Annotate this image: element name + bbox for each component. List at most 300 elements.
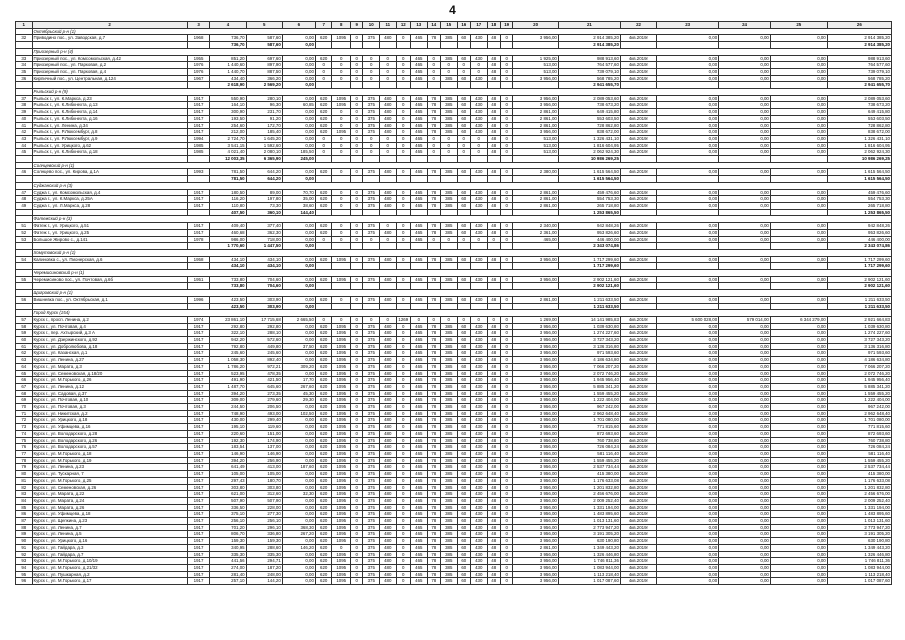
- table-cell: [470, 42, 487, 49]
- table-cell: 48: [487, 55, 500, 62]
- table-cell: 430: [470, 404, 487, 411]
- table-cell: 45: [16, 149, 33, 156]
- table-cell: 0,00: [657, 578, 719, 585]
- table-cell: 1095: [332, 531, 351, 538]
- table-cell: 78: [427, 437, 440, 444]
- table-cell: 0,00: [770, 62, 827, 69]
- table-cell: 375: [363, 330, 380, 337]
- table-cell: [427, 283, 440, 290]
- table-cell: 88: [16, 524, 33, 531]
- table-cell: 0: [457, 135, 470, 142]
- table-cell: [187, 303, 210, 310]
- table-cell: 0: [500, 410, 512, 417]
- table-cell: 0: [500, 135, 512, 142]
- table-cell: [363, 156, 380, 163]
- table-cell: 2 861,00: [513, 115, 559, 122]
- table-cell: 465: [411, 68, 428, 75]
- table-cell: 4кв.2019г: [620, 236, 656, 243]
- table-cell: 430: [470, 189, 487, 196]
- table-cell: 480: [380, 484, 397, 491]
- table-cell: 0: [332, 189, 351, 196]
- table-cell: 0: [396, 437, 410, 444]
- table-cell: 1917: [187, 444, 210, 451]
- table-cell: 146,90: [210, 451, 246, 458]
- table-cell: 377,40: [246, 223, 282, 230]
- table-cell: [427, 263, 440, 270]
- table-row: [16, 531, 892, 538]
- table-cell: 465,00: [513, 236, 559, 243]
- table-cell: 303,80: [246, 484, 282, 491]
- table-cell: 465: [411, 551, 428, 558]
- table-cell: 0: [396, 377, 410, 384]
- table-cell: 1917: [187, 544, 210, 551]
- table-cell: 0: [500, 518, 512, 525]
- table-cell: [770, 303, 827, 310]
- table-cell: Рыльск г., ул. Р.Люксембург, д.8: [32, 129, 187, 136]
- table-cell: 274,00: [210, 564, 246, 571]
- table-cell: 1917: [187, 424, 210, 431]
- table-cell: 620: [315, 457, 332, 464]
- table-cell: 0: [332, 196, 351, 203]
- table-cell: 60: [457, 410, 470, 417]
- table-cell: 430: [470, 430, 487, 437]
- table-cell: 465: [411, 477, 428, 484]
- table-cell: 0: [396, 102, 410, 109]
- table-cell: [657, 243, 719, 250]
- table-cell: [363, 42, 380, 49]
- table-cell: 465: [411, 531, 428, 538]
- table-cell: 78: [427, 491, 440, 498]
- table-cell: 78: [427, 169, 440, 176]
- table-cell: 375: [363, 343, 380, 350]
- table-cell: 0,00: [719, 68, 771, 75]
- table-cell: 292,80: [246, 323, 282, 330]
- table-cell: 0: [457, 62, 470, 69]
- table-cell: 0: [396, 135, 410, 142]
- table-cell: 478,35: [246, 370, 282, 377]
- table-cell: 736,70: [210, 42, 246, 49]
- table-row: [16, 404, 892, 411]
- table-cell: 48: [487, 457, 500, 464]
- table-cell: [411, 209, 428, 216]
- table-cell: 465: [411, 417, 428, 424]
- table-cell: 385: [441, 558, 458, 565]
- table-cell: 1917: [187, 404, 210, 411]
- table-cell: 1 039 630,80: [558, 323, 620, 330]
- table-cell: 967 242,00: [827, 404, 891, 411]
- table-cell: 1917: [187, 451, 210, 458]
- table-cell: 385: [441, 129, 458, 136]
- table-cell: 32: [16, 35, 33, 42]
- table-cell: 3 956,00: [513, 538, 559, 545]
- section-row: [16, 290, 892, 297]
- table-cell: 430: [470, 390, 487, 397]
- table-cell: 0: [500, 316, 512, 323]
- table-cell: 620: [315, 524, 332, 531]
- table-cell: 44: [16, 142, 33, 149]
- table-cell: 1 253 865,50: [558, 209, 620, 216]
- table-cell: 375: [363, 189, 380, 196]
- table-cell: 12 003,35: [210, 156, 246, 163]
- table-cell: 0,00: [719, 196, 771, 203]
- section-row: [16, 249, 892, 256]
- table-cell: 1 440,60: [210, 62, 246, 69]
- table-cell: 187,20: [246, 564, 282, 571]
- table-row: [16, 142, 892, 149]
- table-cell: 78: [427, 276, 440, 283]
- table-cell: 480: [380, 296, 397, 303]
- table-cell: 0: [396, 544, 410, 551]
- table-cell: [620, 42, 656, 49]
- table-cell: 620: [315, 544, 332, 551]
- table-cell: 0: [500, 223, 512, 230]
- table-cell: 0,00: [657, 350, 719, 357]
- table-cell: 3 956,00: [513, 424, 559, 431]
- table-cell: 0,00: [719, 189, 771, 196]
- table-cell: 0: [500, 276, 512, 283]
- table-cell: 3 136 316,80: [558, 343, 620, 350]
- table-cell: 0: [427, 135, 440, 142]
- table-cell: 0: [315, 135, 332, 142]
- table-cell: 0: [332, 75, 351, 82]
- table-cell: 480: [380, 551, 397, 558]
- table-cell: 1095: [332, 464, 351, 471]
- table-cell: 0,00: [657, 430, 719, 437]
- table-cell: 0,00: [770, 551, 827, 558]
- table-cell: [32, 82, 187, 89]
- table-cell: [500, 176, 512, 183]
- table-cell: 385: [441, 484, 458, 491]
- table-cell: 48: [487, 196, 500, 203]
- table-cell: 465: [411, 102, 428, 109]
- subtotal-row: [16, 303, 892, 310]
- table-cell: 0,00: [657, 102, 719, 109]
- table-cell: [16, 310, 33, 317]
- table-cell: 4кв.2019г: [620, 169, 656, 176]
- table-cell: 480: [380, 451, 397, 458]
- table-cell: 0: [500, 343, 512, 350]
- table-cell: 0,00: [719, 410, 771, 417]
- table-cell: 620: [315, 491, 332, 498]
- table-cell: 0,00: [657, 115, 719, 122]
- table-cell: Курск г., ул. Щепкина, д.23: [32, 518, 187, 525]
- table-cell: 409,40: [210, 223, 246, 230]
- table-cell: 620: [315, 471, 332, 478]
- table-cell: 2 009 252,40: [558, 497, 620, 504]
- table-cell: [470, 82, 487, 89]
- table-cell: [16, 89, 33, 96]
- table-cell: 265 718,80: [558, 202, 620, 209]
- table-cell: 0,00: [770, 55, 827, 62]
- table-cell: Курск г., ул. М.Горького, д.21/32: [32, 564, 187, 571]
- table-cell: 1917: [187, 477, 210, 484]
- table-cell: 430: [470, 471, 487, 478]
- table-row: [16, 564, 892, 571]
- table-cell: 620: [315, 189, 332, 196]
- table-cell: 1917: [187, 350, 210, 357]
- table-cell: 0: [332, 68, 351, 75]
- table-cell: 48: [487, 135, 500, 142]
- table-cell: 1 645,20: [246, 135, 282, 142]
- table-cell: 256,10: [210, 518, 246, 525]
- table-cell: Курск г., ул. Почтовая, д.4: [32, 323, 187, 330]
- table-cell: 728 862,80: [558, 122, 620, 129]
- table-cell: 375: [363, 370, 380, 377]
- table-cell: [32, 156, 187, 163]
- table-cell: 48: [487, 350, 500, 357]
- table-cell: 0: [396, 430, 410, 437]
- table-cell: [380, 303, 397, 310]
- table-cell: [332, 82, 351, 89]
- table-cell: [427, 82, 440, 89]
- table-cell: 78: [427, 343, 440, 350]
- table-cell: 1917: [187, 484, 210, 491]
- table-cell: [470, 156, 487, 163]
- table-cell: 1095: [332, 504, 351, 511]
- table-cell: 480: [380, 558, 397, 565]
- table-cell: 480: [380, 564, 397, 571]
- table-cell: 67: [16, 383, 33, 390]
- table-cell: [16, 283, 33, 290]
- table-cell: 0: [363, 55, 380, 62]
- table-cell: 60: [457, 457, 470, 464]
- column-header: 16: [457, 22, 470, 29]
- table-cell: 620: [315, 323, 332, 330]
- table-cell: 0: [500, 95, 512, 102]
- table-cell: 465: [411, 55, 428, 62]
- table-cell: 434,10: [246, 263, 282, 270]
- table-cell: [457, 243, 470, 250]
- table-cell: 375: [363, 491, 380, 498]
- table-cell: 430: [470, 350, 487, 357]
- table-cell: 0: [351, 511, 363, 518]
- table-cell: 0: [411, 316, 428, 323]
- table-cell: 1 331 194,00: [558, 504, 620, 511]
- table-cell: 78: [427, 330, 440, 337]
- table-cell: 581 116,40: [827, 451, 891, 458]
- table-cell: Курск г., ул. Ленина, д.23: [32, 464, 187, 471]
- table-cell: 620: [315, 424, 332, 431]
- table-cell: 1 017 087,60: [827, 578, 891, 585]
- table-cell: [500, 82, 512, 89]
- table-cell: 491,90: [210, 377, 246, 384]
- table-cell: 507,90: [246, 497, 282, 504]
- table-cell: 465: [411, 370, 428, 377]
- table-cell: 0: [396, 95, 410, 102]
- table-cell: 1917: [187, 323, 210, 330]
- table-cell: 704,60: [246, 283, 282, 290]
- table-cell: 430: [470, 330, 487, 337]
- table-row: [16, 457, 892, 464]
- table-cell: 4кв.2019г: [620, 538, 656, 545]
- table-cell: 644,20: [246, 169, 282, 176]
- table-cell: Кирпичный пос., ул. Центральная, д.124: [32, 75, 187, 82]
- table-cell: 1917: [187, 564, 210, 571]
- table-cell: [315, 42, 332, 49]
- table-cell: 430: [470, 424, 487, 431]
- table-cell: [470, 283, 487, 290]
- table-cell: 0,00: [657, 142, 719, 149]
- table-cell: [657, 156, 719, 163]
- table-cell: 78: [427, 531, 440, 538]
- table-cell: [620, 209, 656, 216]
- table-cell: 0,00: [770, 464, 827, 471]
- table-cell: 0,00: [770, 538, 827, 545]
- table-cell: 375: [363, 223, 380, 230]
- table-cell: 1 592,60: [246, 142, 282, 149]
- table-cell: [351, 176, 363, 183]
- table-cell: 60: [457, 404, 470, 411]
- subtotal-row: [16, 176, 892, 183]
- table-cell: 0: [380, 149, 397, 156]
- table-cell: 0: [396, 404, 410, 411]
- table-cell: 385: [441, 437, 458, 444]
- table-cell: 430: [470, 122, 487, 129]
- table-cell: 739 079,10: [558, 68, 620, 75]
- table-cell: 2 089 053,60: [827, 95, 891, 102]
- table-row: [16, 236, 892, 243]
- table-cell: 0,00: [657, 424, 719, 431]
- table-cell: 48: [487, 571, 500, 578]
- table-cell: 0: [315, 316, 332, 323]
- table-cell: 0,00: [719, 296, 771, 303]
- table-cell: 35,00: [282, 196, 315, 203]
- table-cell: 0: [396, 35, 410, 42]
- table-cell: [770, 209, 827, 216]
- table-cell: 0: [380, 223, 397, 230]
- table-cell: 0: [500, 451, 512, 458]
- table-row: [16, 477, 892, 484]
- table-cell: 620: [315, 370, 332, 377]
- table-cell: 3 956,00: [513, 524, 559, 531]
- table-cell: 2 861,00: [513, 296, 559, 303]
- table-cell: 697,60: [246, 55, 282, 62]
- table-cell: 0: [351, 102, 363, 109]
- table-cell: 465: [411, 115, 428, 122]
- table-cell: 0: [332, 115, 351, 122]
- table-cell: 144,20: [246, 578, 282, 585]
- column-header: 3: [187, 22, 210, 29]
- table-cell: 2 914 385,20: [558, 42, 620, 49]
- table-cell: 430,00: [210, 417, 246, 424]
- table-cell: 430: [470, 377, 487, 384]
- table-cell: 375,10: [210, 511, 246, 518]
- table-cell: 0: [500, 464, 512, 471]
- table-cell: 60: [457, 538, 470, 545]
- table-cell: 0,00: [719, 202, 771, 209]
- table-cell: 385: [441, 202, 458, 209]
- table-cell: 1 717 299,60: [558, 256, 620, 263]
- table-cell: 0: [332, 55, 351, 62]
- table-cell: 0,00: [719, 330, 771, 337]
- table-cell: 245,60: [210, 350, 246, 357]
- table-cell: 0: [500, 444, 512, 451]
- table-cell: 1917: [187, 457, 210, 464]
- table-cell: 375: [363, 410, 380, 417]
- table-cell: 430: [470, 115, 487, 122]
- table-cell: 0,00: [657, 477, 719, 484]
- table-cell: 0,00: [282, 444, 315, 451]
- table-cell: 430: [470, 410, 487, 417]
- table-cell: 0,00: [282, 471, 315, 478]
- table-cell: 0: [351, 363, 363, 370]
- table-cell: 146,90: [246, 451, 282, 458]
- table-cell: 0,00: [657, 484, 719, 491]
- table-cell: [427, 156, 440, 163]
- table-cell: 0,00: [282, 350, 315, 357]
- table-cell: 0,00: [282, 176, 315, 183]
- table-cell: 48: [487, 370, 500, 377]
- table-cell: Черемисиново пос., ул. Почтовая, д.6б: [32, 276, 187, 283]
- table-cell: 48: [487, 511, 500, 518]
- table-cell: 0,00: [770, 95, 827, 102]
- table-cell: 3 956,00: [513, 337, 559, 344]
- table-cell: 1917: [187, 370, 210, 377]
- table-cell: 78: [427, 357, 440, 364]
- table-cell: 465: [411, 377, 428, 384]
- table-cell: 953 826,60: [827, 229, 891, 236]
- table-cell: [16, 156, 33, 163]
- table-cell: 78: [427, 544, 440, 551]
- table-cell: 60: [457, 558, 470, 565]
- table-cell: 1 222 404,00: [827, 397, 891, 404]
- table-cell: 0,00: [282, 169, 315, 176]
- column-header: 24: [719, 22, 771, 29]
- table-cell: 385: [441, 531, 458, 538]
- table-cell: 430: [470, 544, 487, 551]
- table-cell: 513,00: [513, 135, 559, 142]
- table-cell: 335,30: [246, 551, 282, 558]
- table-cell: 375: [363, 390, 380, 397]
- table-cell: 0: [351, 484, 363, 491]
- table-cell: 2 724,70: [210, 135, 246, 142]
- table-cell: 85: [16, 504, 33, 511]
- table-cell: 4кв.2019г: [620, 511, 656, 518]
- table-cell: [719, 156, 771, 163]
- table-cell: 5 885 341,20: [558, 383, 620, 390]
- table-header-row: [16, 22, 892, 29]
- table-cell: 375: [363, 578, 380, 585]
- table-cell: 0: [351, 571, 363, 578]
- table-cell: 60: [457, 417, 470, 424]
- table-cell: 60: [457, 122, 470, 129]
- table-cell: [315, 283, 332, 290]
- table-cell: 0,00: [282, 283, 315, 290]
- table-cell: [500, 156, 512, 163]
- table-cell: 4кв.2019г: [620, 544, 656, 551]
- table-cell: 385: [441, 323, 458, 330]
- table-cell: 60: [457, 55, 470, 62]
- table-cell: 0: [396, 169, 410, 176]
- table-cell: 0: [351, 256, 363, 263]
- table-cell: 0,00: [770, 504, 827, 511]
- column-header: 15: [441, 22, 458, 29]
- table-cell: 33: [16, 55, 33, 62]
- table-row: [16, 504, 892, 511]
- table-cell: 159,30: [210, 538, 246, 545]
- table-cell: 4кв.2019г: [620, 363, 656, 370]
- table-cell: 4кв.2019г: [620, 531, 656, 538]
- table-cell: 0: [351, 437, 363, 444]
- section-row: [16, 89, 892, 96]
- table-cell: 988 913,60: [827, 55, 891, 62]
- column-header: 5: [246, 22, 282, 29]
- table-cell: 0: [500, 196, 512, 203]
- table-cell: 0: [396, 202, 410, 209]
- table-cell: 0,00: [657, 370, 719, 377]
- table-cell: 385: [441, 296, 458, 303]
- table-cell: 1917: [187, 578, 210, 585]
